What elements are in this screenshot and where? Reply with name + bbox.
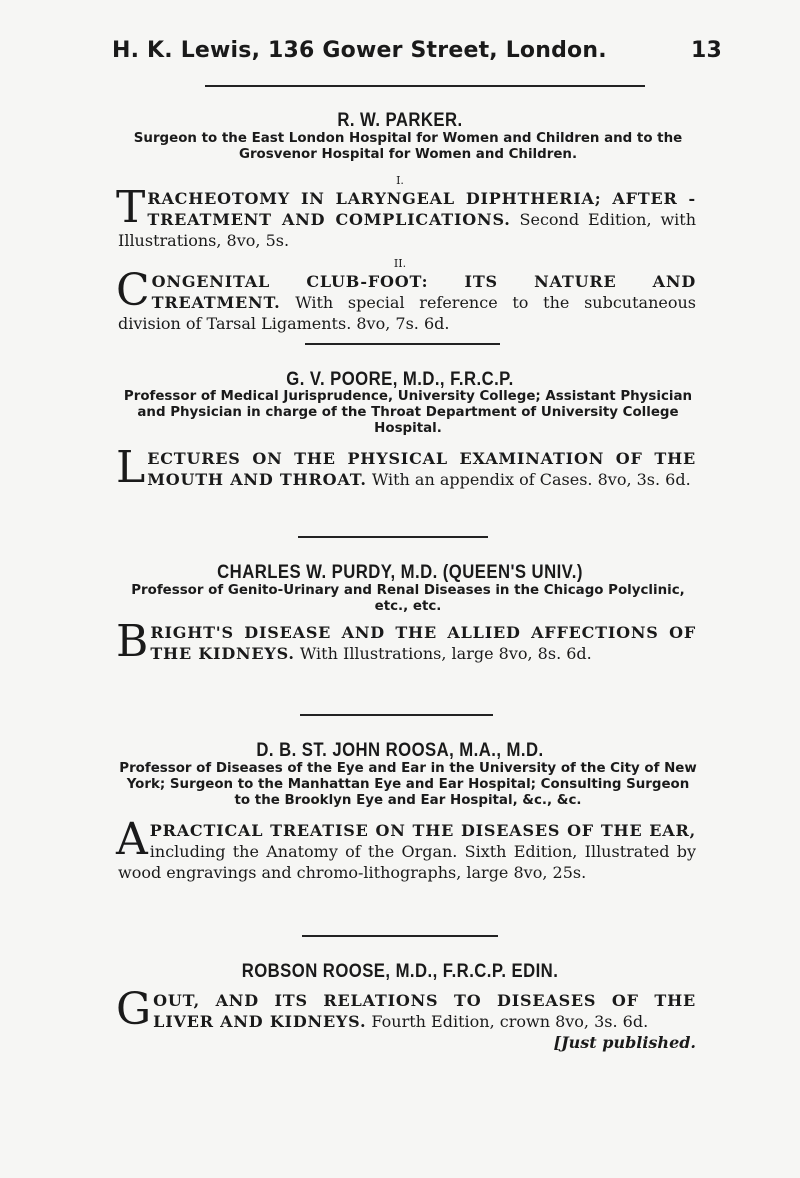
running-header xyxy=(112,38,722,63)
section-divider xyxy=(305,343,500,345)
drop-cap: L xyxy=(116,442,146,493)
author-name: ROBSON ROOSE, M.D., F.R.C.P. EDIN. xyxy=(241,961,559,982)
work-numeral: II. xyxy=(393,257,407,270)
book-details: Fourth Edition, crown 8vo, 3s. 6d. xyxy=(371,1012,649,1031)
book-title: PRACTICAL TREATISE ON THE DISEASES OF THE EAR, xyxy=(149,821,696,840)
book-title: ONGENITAL CLUB-FOOT: ITS NATURE AND TREATMENT. xyxy=(151,272,696,312)
book-entry xyxy=(116,984,696,1053)
publication-note: [Just published. xyxy=(553,1033,696,1052)
book-title: OUT, AND ITS RELATIONS TO DISEASES OF THE LIVER AND KIDNEYS. xyxy=(153,991,696,1031)
book-entry xyxy=(116,814,696,883)
publisher-address: H. K. Lewis, 136 Gower Street, London. xyxy=(112,38,607,63)
book-details: including the Anatomy of the Organ. Sixth Edition, Illustrated by wood engravings and chromo-lithographs, large 8vo, 25s. xyxy=(118,842,696,882)
book-details: With Illustrations, large 8vo, 8s. 6d. xyxy=(299,644,592,663)
author-affiliation: Professor of Diseases of the Eye and Ear in the University of the City of New York; Surgeon to the Manhattan Eye and Ear Hospital; Consulting Surgeon to the Brooklyn Eye and Ear Hospital, &c., &c. xyxy=(119,761,697,808)
drop-cap: G xyxy=(116,984,152,1035)
book-title: RACHEOTOMY IN LARYNGEAL DIPHTHERIA; AFTER - TREATMENT AND COMPLICATIONS. xyxy=(147,189,696,229)
page-number: 13 xyxy=(690,38,722,63)
author-affiliation: Surgeon to the East London Hospital for Women and Children and to the Grosvenor Hospital for Women and Children. xyxy=(133,131,683,162)
book-details: With an appendix of Cases. 8vo, 3s. 6d. xyxy=(371,470,691,489)
book-details: With special reference to the subcutaneous division of Tarsal Ligaments. 8vo, 7s. 6d. xyxy=(118,293,696,333)
author-name: D. B. ST. JOHN ROOSA, M.A., M.D. xyxy=(256,740,544,761)
work-numeral: I. xyxy=(396,174,404,187)
book-entry xyxy=(116,616,696,667)
book-entry xyxy=(116,265,696,334)
book-title: ECTURES ON THE PHYSICAL EXAMINATION OF THE MOUTH AND THROAT. xyxy=(147,449,696,489)
author-name: R. W. PARKER. xyxy=(337,110,463,131)
book-title: RIGHT'S DISEASE AND THE ALLIED AFFECTIONS OF THE KIDNEYS. xyxy=(150,623,696,663)
header-rule xyxy=(205,85,645,87)
book-details: Second Edition, with Illustrations, 8vo, 5s. xyxy=(118,210,697,250)
section-divider xyxy=(300,714,493,716)
author-name: CHARLES W. PURDY, M.D. (QUEEN'S UNIV.) xyxy=(217,562,583,583)
book-entry xyxy=(116,182,697,251)
drop-cap: B xyxy=(116,616,149,667)
drop-cap: T xyxy=(116,182,146,233)
author-affiliation: Professor of Genito-Urinary and Renal Diseases in the Chicago Polyclinic, etc., etc. xyxy=(131,583,685,614)
author-name: G. V. POORE, M.D., F.R.C.P. xyxy=(286,369,514,390)
section-divider xyxy=(302,935,498,937)
drop-cap: C xyxy=(116,265,150,316)
author-affiliation: Professor of Medical Jurisprudence, University College; Assistant Physician and Physician in charge of the Throat Department of University College Hospital. xyxy=(123,389,693,436)
section-divider xyxy=(298,536,488,538)
drop-cap: A xyxy=(116,814,148,865)
book-entry xyxy=(116,442,696,493)
